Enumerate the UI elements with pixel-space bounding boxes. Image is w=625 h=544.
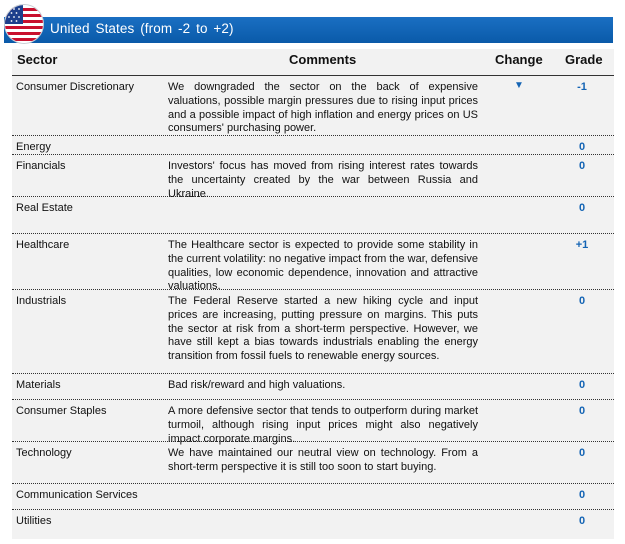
- sector-grade: 0: [578, 141, 586, 153]
- sector-name: Utilities: [16, 515, 52, 527]
- col-header-grade: Grade: [565, 52, 603, 67]
- table-row: [12, 234, 614, 293]
- sector-name: Healthcare: [16, 239, 70, 251]
- table-row: [12, 290, 614, 374]
- sector-name: Financials: [16, 160, 66, 172]
- sector-name: Materials: [16, 379, 61, 391]
- table-row: [12, 374, 614, 400]
- table-row: [12, 510, 614, 539]
- sector-comment: We downgraded the sector on the back of expensive valuations, possible margin pressures due to rising input prices and a possible impact of high inflation and energy prices on US consumers' purchasing power.: [168, 81, 478, 135]
- sector-comment: Investors' focus has moved from rising interest rates towards the uncertainty created by the war between Russia and Ukraine.: [168, 160, 478, 200]
- table-row: [12, 197, 614, 234]
- sector-grade: +1: [575, 239, 589, 251]
- col-header-change: Change: [495, 52, 543, 67]
- sector-name: Real Estate: [16, 202, 73, 214]
- sector-grade: 0: [578, 405, 586, 417]
- sector-grade: 0: [578, 489, 586, 501]
- sector-name: Communication Services: [16, 489, 138, 501]
- sector-grade: 0: [578, 202, 586, 214]
- col-header-comments: Comments: [289, 52, 357, 67]
- sector-grade: 0: [578, 295, 586, 307]
- us-flag-graphic: [5, 5, 43, 43]
- sector-comment: A more defensive sector that tends to outperform during market turmoil, although rising input prices might also negatively impact corporate margins.: [168, 405, 478, 445]
- banner-title: United States (from -2 to +2): [50, 21, 234, 36]
- sector-grade: 0: [578, 160, 586, 172]
- sector-name: Consumer Staples: [16, 405, 107, 417]
- sector-name: Industrials: [16, 295, 67, 307]
- sector-name: Consumer Discretionary: [16, 81, 134, 93]
- sector-comment: The Federal Reserve started a new hiking cycle and input prices are increasing, putting pressure on margins. This puts the sector at risk from a short-term perspective. However, we have still kept a bias towards industrials enabling the energy transition from fossil fuels to renewable energy sources.: [168, 295, 478, 363]
- table-row: [12, 76, 614, 136]
- sector-grade: -1: [577, 81, 587, 93]
- change-down-icon: ▼: [514, 80, 524, 91]
- table-row: [12, 136, 614, 155]
- sector-comment: We have maintained our neutral view on technology. From a short-term perspective it is still too soon to start buying.: [168, 447, 478, 473]
- table-row: [12, 442, 614, 484]
- sector-grade: 0: [578, 447, 586, 459]
- sector-comment: The Healthcare sector is expected to provide some stability in the current volatility: no negative impact from the war, defensive qualities, low economic dependence, innovation and attractive valuations.: [168, 239, 478, 293]
- sector-table: [12, 49, 614, 539]
- table-row: [12, 155, 614, 200]
- table-header: [12, 49, 614, 76]
- col-header-sector: Sector: [17, 52, 58, 67]
- sector-name: Energy: [16, 141, 51, 153]
- sector-grade: 0: [578, 515, 586, 527]
- sector-comment: Bad risk/reward and high valuations.: [168, 379, 346, 391]
- sector-grade: 0: [578, 379, 586, 391]
- table-row: [12, 484, 614, 510]
- region-banner: [4, 17, 613, 43]
- us-flag-icon: [4, 4, 44, 44]
- sector-name: Technology: [16, 447, 72, 459]
- table-row: [12, 400, 614, 445]
